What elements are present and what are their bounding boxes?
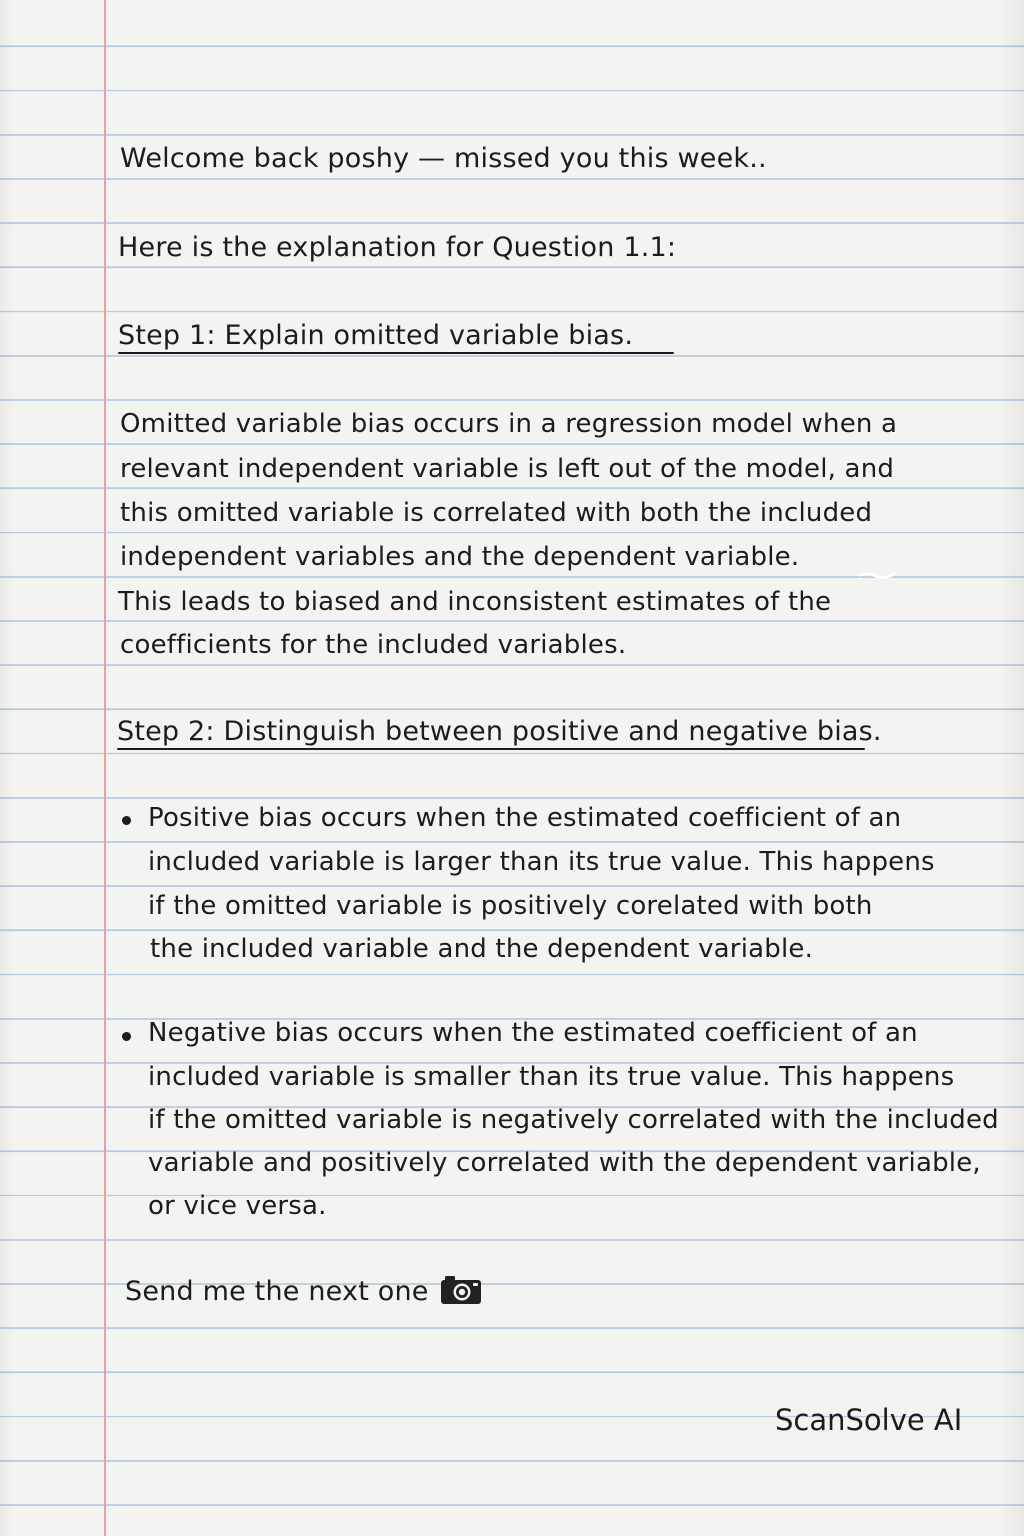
bullet1-line: included variable is larger than its true value. This happens	[148, 847, 935, 877]
greeting: Welcome back poshy — missed you this week..	[120, 143, 767, 174]
step1-line: coefficients for the included variables.	[120, 630, 627, 660]
paper-speck	[858, 570, 896, 580]
bullet-dot	[122, 816, 131, 825]
bullet2-line: included variable is smaller than its true value. This happens	[148, 1062, 955, 1092]
bullet-dot	[122, 1032, 131, 1041]
signature: ScanSolve AI	[775, 1403, 963, 1437]
step1-line: Omitted variable bias occurs in a regression model when a	[120, 409, 898, 439]
step1-heading: Step 1: Explain omitted variable bias.	[118, 320, 634, 351]
bullet2-line: Negative bias occurs when the estimated coefficient of an	[148, 1018, 918, 1048]
bullet1-line: Positive bias occurs when the estimated coefficient of an	[148, 803, 902, 833]
bullet2-line: variable and positively correlated with the dependent variable,	[148, 1148, 981, 1178]
step2-underline	[117, 748, 865, 750]
step2-heading: Step 2: Distinguish between positive and negative bias.	[117, 716, 882, 747]
step1-line: this omitted variable is correlated with both the included	[120, 498, 873, 528]
bullet2-line: or vice versa.	[148, 1191, 327, 1221]
step1-line: independent variables and the dependent variable.	[120, 542, 800, 572]
margin-line	[104, 0, 106, 1536]
bullet1-line: the included variable and the dependent variable.	[150, 934, 814, 964]
step1-line: relevant independent variable is left out of the model, and	[120, 454, 895, 484]
camera-icon	[440, 1275, 482, 1305]
step1-underline	[118, 352, 674, 354]
closing-line: Send me the next one	[125, 1276, 429, 1307]
bullet1-line: if the omitted variable is positively corelated with both	[148, 891, 873, 921]
step1-line: This leads to biased and inconsistent estimates of the	[118, 587, 832, 617]
bullet2-line: if the omitted variable is negatively correlated with the included	[148, 1105, 999, 1135]
intro-line: Here is the explanation for Question 1.1:	[118, 232, 677, 263]
